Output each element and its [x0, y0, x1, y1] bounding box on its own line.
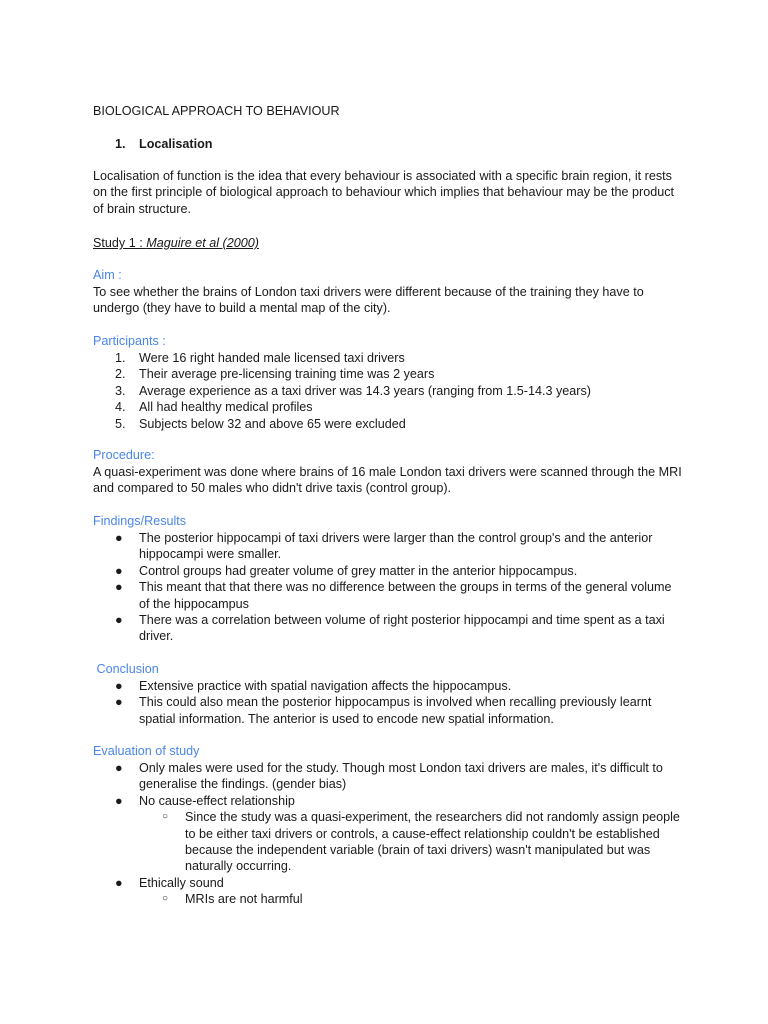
aim-label: Aim : [93, 268, 122, 282]
list-number: 1. [115, 351, 126, 365]
section-title-localisation [115, 136, 705, 152]
list-item-text: MRIs are not harmful [185, 892, 303, 907]
conclusion-list [93, 678, 683, 727]
bullet-icon: ● [115, 531, 123, 545]
bullet-icon: ● [115, 563, 123, 578]
list-item-text: Were 16 right handed male licensed taxi drivers [139, 351, 405, 365]
list-item-text: There was a correlation between volume of right posterior hippocampi and time spent as a taxi driver. [139, 613, 665, 644]
list-item [93, 875, 683, 891]
list-item-text: Ethically sound [139, 875, 224, 890]
list-item [93, 383, 683, 399]
bullet-icon: ● [115, 695, 123, 710]
bullet-icon: ● [115, 580, 123, 595]
list-number: 3. [115, 383, 126, 398]
hollow-bullet-icon: ○ [162, 811, 169, 823]
list-item-text: This meant that that there was no difference between the groups in terms of the general volume of the hippocampus [139, 580, 672, 611]
list-item [93, 760, 683, 793]
list-item-text: Subjects below 32 and above 65 were excluded [139, 416, 406, 431]
bullet-icon: ● [115, 761, 123, 775]
hollow-bullet-icon: ○ [162, 893, 169, 905]
list-item-text: This could also mean the posterior hippocampus is involved when recalling previously learnt spatial information. The anterior is used to encode new spatial information. [139, 695, 652, 726]
participants-list [93, 350, 683, 432]
list-item-text: Only males were used for the study. Though most London taxi drivers are males, it's difficult to generalise the findings. (gender bias) [139, 761, 663, 792]
bullet-icon: ● [115, 613, 123, 628]
list-item-text: All had healthy medical profiles [139, 400, 313, 415]
evaluation-list [93, 760, 683, 908]
list-item [93, 579, 683, 612]
conclusion-label: Conclusion [93, 662, 159, 676]
participants-label: Participants : [93, 334, 166, 348]
list-number: 4. [115, 400, 126, 415]
list-item [93, 793, 683, 809]
list-item-text: Control groups had greater volume of grey matter in the anterior hippocampus. [139, 563, 578, 578]
list-item-text: The posterior hippocampi of taxi drivers were larger than the control group's and the anterior hippocampi were smaller. [139, 531, 653, 562]
list-item [93, 530, 683, 563]
study-title [93, 235, 683, 251]
list-item [93, 350, 683, 366]
list-item [93, 366, 683, 382]
list-item [93, 678, 683, 694]
study-citation: Maguire et al (2000) [146, 236, 259, 250]
findings-list [93, 530, 683, 645]
bullet-icon: ● [115, 875, 123, 890]
study-prefix: Study 1 : [93, 236, 147, 250]
list-item [93, 694, 683, 727]
procedure-label: Procedure: [93, 448, 155, 462]
sub-list-item [93, 809, 683, 875]
sub-list-item [93, 891, 683, 907]
section-title-text: Localisation [139, 137, 213, 151]
intro-paragraph: Localisation of function is the idea that every behaviour is associated with a specific brain region, it rests on the first principle of biological approach to behaviour which implies that behaviour may be the product of brain structure. [93, 169, 675, 216]
list-item [93, 563, 683, 579]
section-number: 1. [115, 137, 126, 151]
list-item-text: Extensive practice with spatial navigation affects the hippocampus. [139, 679, 512, 693]
list-item [93, 416, 683, 432]
list-item-text: Their average pre-licensing training time was 2 years [139, 367, 435, 382]
procedure-text: A quasi-experiment was done where brains of 16 male London taxi drivers were scanned through the MRI and compared to 50 males who didn't drive taxis (control group). [93, 465, 682, 496]
findings-label: Findings/Results [93, 514, 187, 528]
list-item [93, 612, 683, 645]
document-heading: BIOLOGICAL APPROACH TO BEHAVIOUR [93, 104, 340, 118]
bullet-icon: ● [115, 793, 123, 808]
list-number: 2. [115, 367, 126, 382]
evaluation-label: Evaluation of study [93, 744, 200, 758]
list-item [93, 399, 683, 415]
list-number: 5. [115, 416, 126, 431]
list-item-text: Average experience as a taxi driver was 14.3 years (ranging from 1.5-14.3 years) [139, 383, 591, 398]
list-item-text: No cause-effect relationship [139, 793, 295, 808]
list-item-text: Since the study was a quasi-experiment, the researchers did not randomly assign people to be either taxi drivers or controls, a cause-effect relationship couldn't be established because the independent variable (brain of taxi drivers) wasn't manipulated but was naturally occurring. [185, 810, 680, 874]
bullet-icon: ● [115, 679, 123, 693]
aim-text: To see whether the brains of London taxi drivers were different because of the training they have to undergo (they have to build a mental map of the city). [93, 285, 644, 316]
